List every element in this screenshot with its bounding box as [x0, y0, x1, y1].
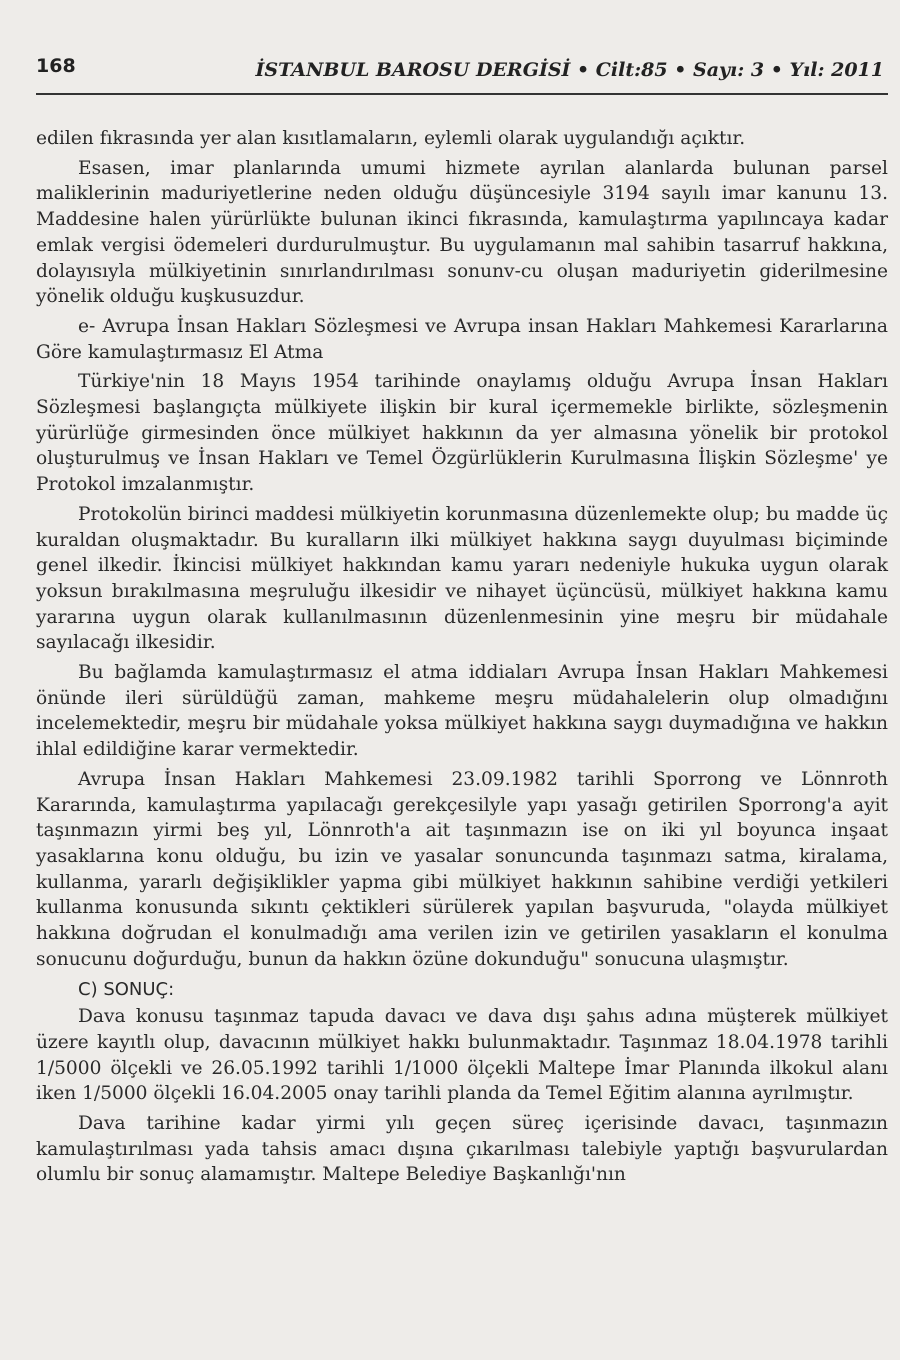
paragraph: Dava konusu taşınmaz tapuda davacı ve dava dışı şahıs adına müşterek mülkiyet üzere kayıtlı olup, davacının mülkiyet hakkı bulunmaktadır. Taşınmaz 18.04.1978 tarihli 1/5000 ölçekli ve 26.05.1992 tarihli 1/1000 ölçekli Maltepe İmar Planında ilkokul alanı iken 1/5000 ölçekli 16.04.2005 onay tarihli planda da Temel Eğitim alanına ayrılmıştır.	[36, 1006, 888, 1105]
paragraph: Avrupa İnsan Hakları Mahkemesi 23.09.1982 tarihli Sporrong ve Lönnroth Kararında, kamulaştırma yapılacağı gerekçesilyle yapı yasağı getirilen Sporrong'a ayit taşınmazın yirmi beş yıl, Lönnroth'a ait taşınmazın ise on iki yıl boyunca inşaat yasaklarına konu olduğu, bu izin ve yasalar sonuncunda taşınmazı satma, kiralama, kullanma, yararlı değişiklikler yapma gibi mülkiyet hakkının sahibine verdiği yetkileri kullanma konusunda sıkıntı çektikleri sürülerek yapılan başvuruda, "olayda mülkiyet hakkına doğrudan el konulmadığı ama verilen izin ve getirilen yasakların el konulma sonucunu doğurduğu, bunun da hakkın özüne dokunduğu" sonucuna ulaşmıştır.	[36, 768, 888, 970]
paragraph: Esasen, imar planlarında umumi hizmete ayrılan alanlarda bulunan parsel maliklerinin maduriyetlerine neden olduğu düşüncesiyle 3194 sayılı imar kanunu 13. Maddesine halen yürürlükte bulunan ikinci fıkrasında, kamulaştırma yapılıncaya kadar emlak vergisi ödemeleri durdurulmuştur. Bu uygulamanın mal sahibin tasarruf hakkına, dolayısıyla mülkiyetinin sınırlandırılması sonunv-cu oluşan maduriyetin giderilmesine yönelik olduğu kuşkusuzdur.	[36, 157, 888, 308]
conclusion-heading: C) SONUÇ:	[78, 978, 175, 1000]
article-body	[36, 126, 888, 1192]
paragraph: Protokolün birinci maddesi mülkiyetin korunmasına düzenlemekte olup; bu madde üç kuraldan oluşmaktadır. Bu kuralların ilki mülkiyet hakkına saygı duyulması biçiminde genel ilkedir. İkincisi mülkiyet hakkından kamu yararı nedeniyle hukuka uygun olarak yoksun bırakılmasına meşruluğu ilkesidir ve nihayet üçüncüsü, mülkiyet hakkına kamu yararına uygun olarak kullanılmasının düzenlenmesinin yine meşru bir müdahale sayılacağı ilkesidir.	[36, 503, 888, 654]
paragraph: Türkiye'nin 18 Mayıs 1954 tarihinde onaylamış olduğu Avrupa İnsan Hakları Sözleşmesi başlangıçta mülkiyete ilişkin bir kural içermemekle birlikte, sözleşmenin yürürlüğe girmesinden önce mülkiyet hakkının da yer almasına yönelik bir protokol oluşturulmuş ve İnsan Hakları ve Temel Özgürlüklerin Kurulmasına İlişkin Sözleşme' ye Protokol imzalanmıştır.	[36, 371, 888, 496]
paragraph: Dava tarihine kadar yirmi yılı geçen süreç içerisinde davacı, taşınmazın kamulaştırılması yada tahsis amacı dışına çıkarılması talebiyle yaptığı başvurulardan olumlu bir sonuç alamamıştır. Maltepe Belediye Başkanlığı'nın	[36, 1113, 888, 1186]
page-number: 168	[36, 55, 76, 77]
section-heading: e- Avrupa İnsan Hakları Sözleşmesi ve Avrupa insan Hakları Mahkemesi Kararlarına Göre kamulaştırmasız El Atma	[36, 315, 888, 363]
header-rule	[36, 93, 888, 95]
page-header	[36, 55, 888, 89]
running-head: İSTANBUL BAROSU DERGİSİ • Cilt:85 • Sayı: 3 • Yıl: 2011	[255, 59, 884, 81]
paragraph: edilen fıkrasında yer alan kısıtlamaların, eylemli olarak uygulandığı açıktır.	[36, 128, 746, 149]
paragraph: Bu bağlamda kamulaştırmasız el atma iddiaları Avrupa İnsan Hakları Mahkemesi önünde ileri sürüldüğü zaman, mahkeme meşru müdahalelerin olup olmadığını incelemektedir, meşru bir müdahale yoksa mülkiyet hakkına saygı duymadığına ve hakkın ihlal edildiğine karar vermektedir.	[36, 662, 888, 761]
